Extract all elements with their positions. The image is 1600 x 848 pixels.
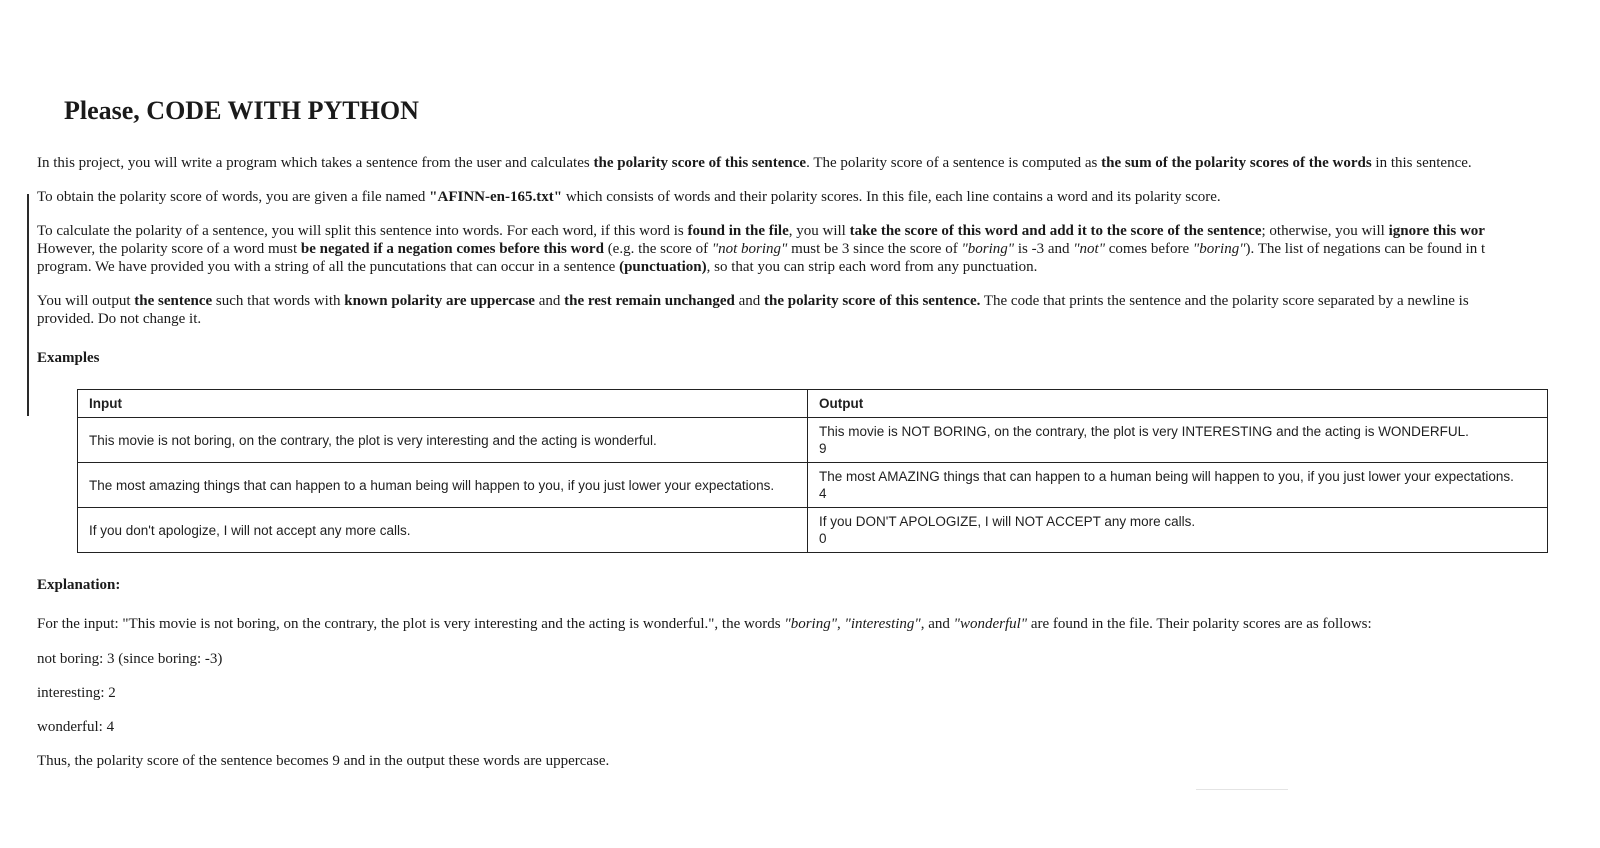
examples-heading: Examples [37,350,100,366]
table-row [78,463,1548,508]
afinn-file-paragraph: To obtain the polarity score of words, you are given a file named "AFINN-en-165.txt" which consists of words and their polarity scores. In this file, each line contains a word and its polarity score. [37,189,1221,205]
table-row [78,508,1548,553]
examples-table [77,389,1548,553]
calculation-line-1: To calculate the polarity of a sentence, you will split this sentence into words. For each word, if this word is found in the file, you will take the score of this word and add it to the score of the sentence; otherwise, you will ignore this wor [37,223,1485,239]
calculation-line-3: program. We have provided you with a string of all the puncutations that can occur in a sentence (punctuation), so that you can strip each word from any punctuation. [37,259,1038,275]
table-row [78,418,1548,463]
output-line-1: You will output the sentence such that words with known polarity are uppercase and the rest remain unchanged and the polarity score of this sentence. The code that prints the sentence and the polarity score separated by a newline is [37,293,1469,309]
output-cell [808,508,1548,553]
calculation-paragraph [37,222,1485,276]
table-header-row [78,390,1548,418]
output-sentence: This movie is NOT BORING, on the contrary, the plot is very INTERESTING and the acting is WONDERFUL. [819,424,1469,439]
input-cell: This movie is not boring, on the contrary, the plot is very interesting and the acting is wonderful. [78,418,808,463]
input-cell: The most amazing things that can happen to a human being will happen to you, if you just lower your expectations. [78,463,808,508]
output-line-2: provided. Do not change it. [37,311,202,327]
intro-paragraph: In this project, you will write a program which takes a sentence from the user and calculates the polarity score of this sentence. The polarity score of a sentence is computed as the sum of the polarity scores of the words in this sentence. [37,155,1472,171]
input-column-header: Input [78,390,808,418]
output-cell [808,463,1548,508]
faint-divider [1196,789,1288,790]
output-score: 9 [819,441,827,456]
explanation-heading: Explanation: [37,577,121,593]
input-cell: If you don't apologize, I will not accept any more calls. [78,508,808,553]
output-score: 0 [819,531,827,546]
output-sentence: The most AMAZING things that can happen to a human being will happen to you, if you just lower your expectations. [819,469,1514,484]
conclusion-paragraph: Thus, the polarity score of the sentence becomes 9 and in the output these words are uppercase. [37,753,610,769]
output-paragraph [37,292,1469,328]
score-line-interesting: interesting: 2 [37,685,116,701]
output-sentence: If you DON'T APOLOGIZE, I will NOT ACCEPT any more calls. [819,514,1196,529]
output-score: 4 [819,486,827,501]
output-column-header: Output [808,390,1548,418]
score-line-not-boring: not boring: 3 (since boring: -3) [37,651,223,667]
output-cell [808,418,1548,463]
page-title: Please, CODE WITH PYTHON [64,96,419,125]
calculation-line-2: However, the polarity score of a word must be negated if a negation comes before this word (e.g. the score of "not boring" must be 3 since the score of "boring" is -3 and "not" comes before "boring"). The list of negations can be found in t [37,241,1486,257]
afinn-filename: "AFINN-en-165.txt" [429,189,563,205]
left-margin-rule [27,194,29,416]
score-line-wonderful: wonderful: 4 [37,719,115,735]
explanation-paragraph: For the input: "This movie is not boring, on the contrary, the plot is very interesting and the acting is wonderful.", the words "boring", "interesting", and "wonderful" are found in the file. Their polarity scores are as follows: [37,616,1372,632]
